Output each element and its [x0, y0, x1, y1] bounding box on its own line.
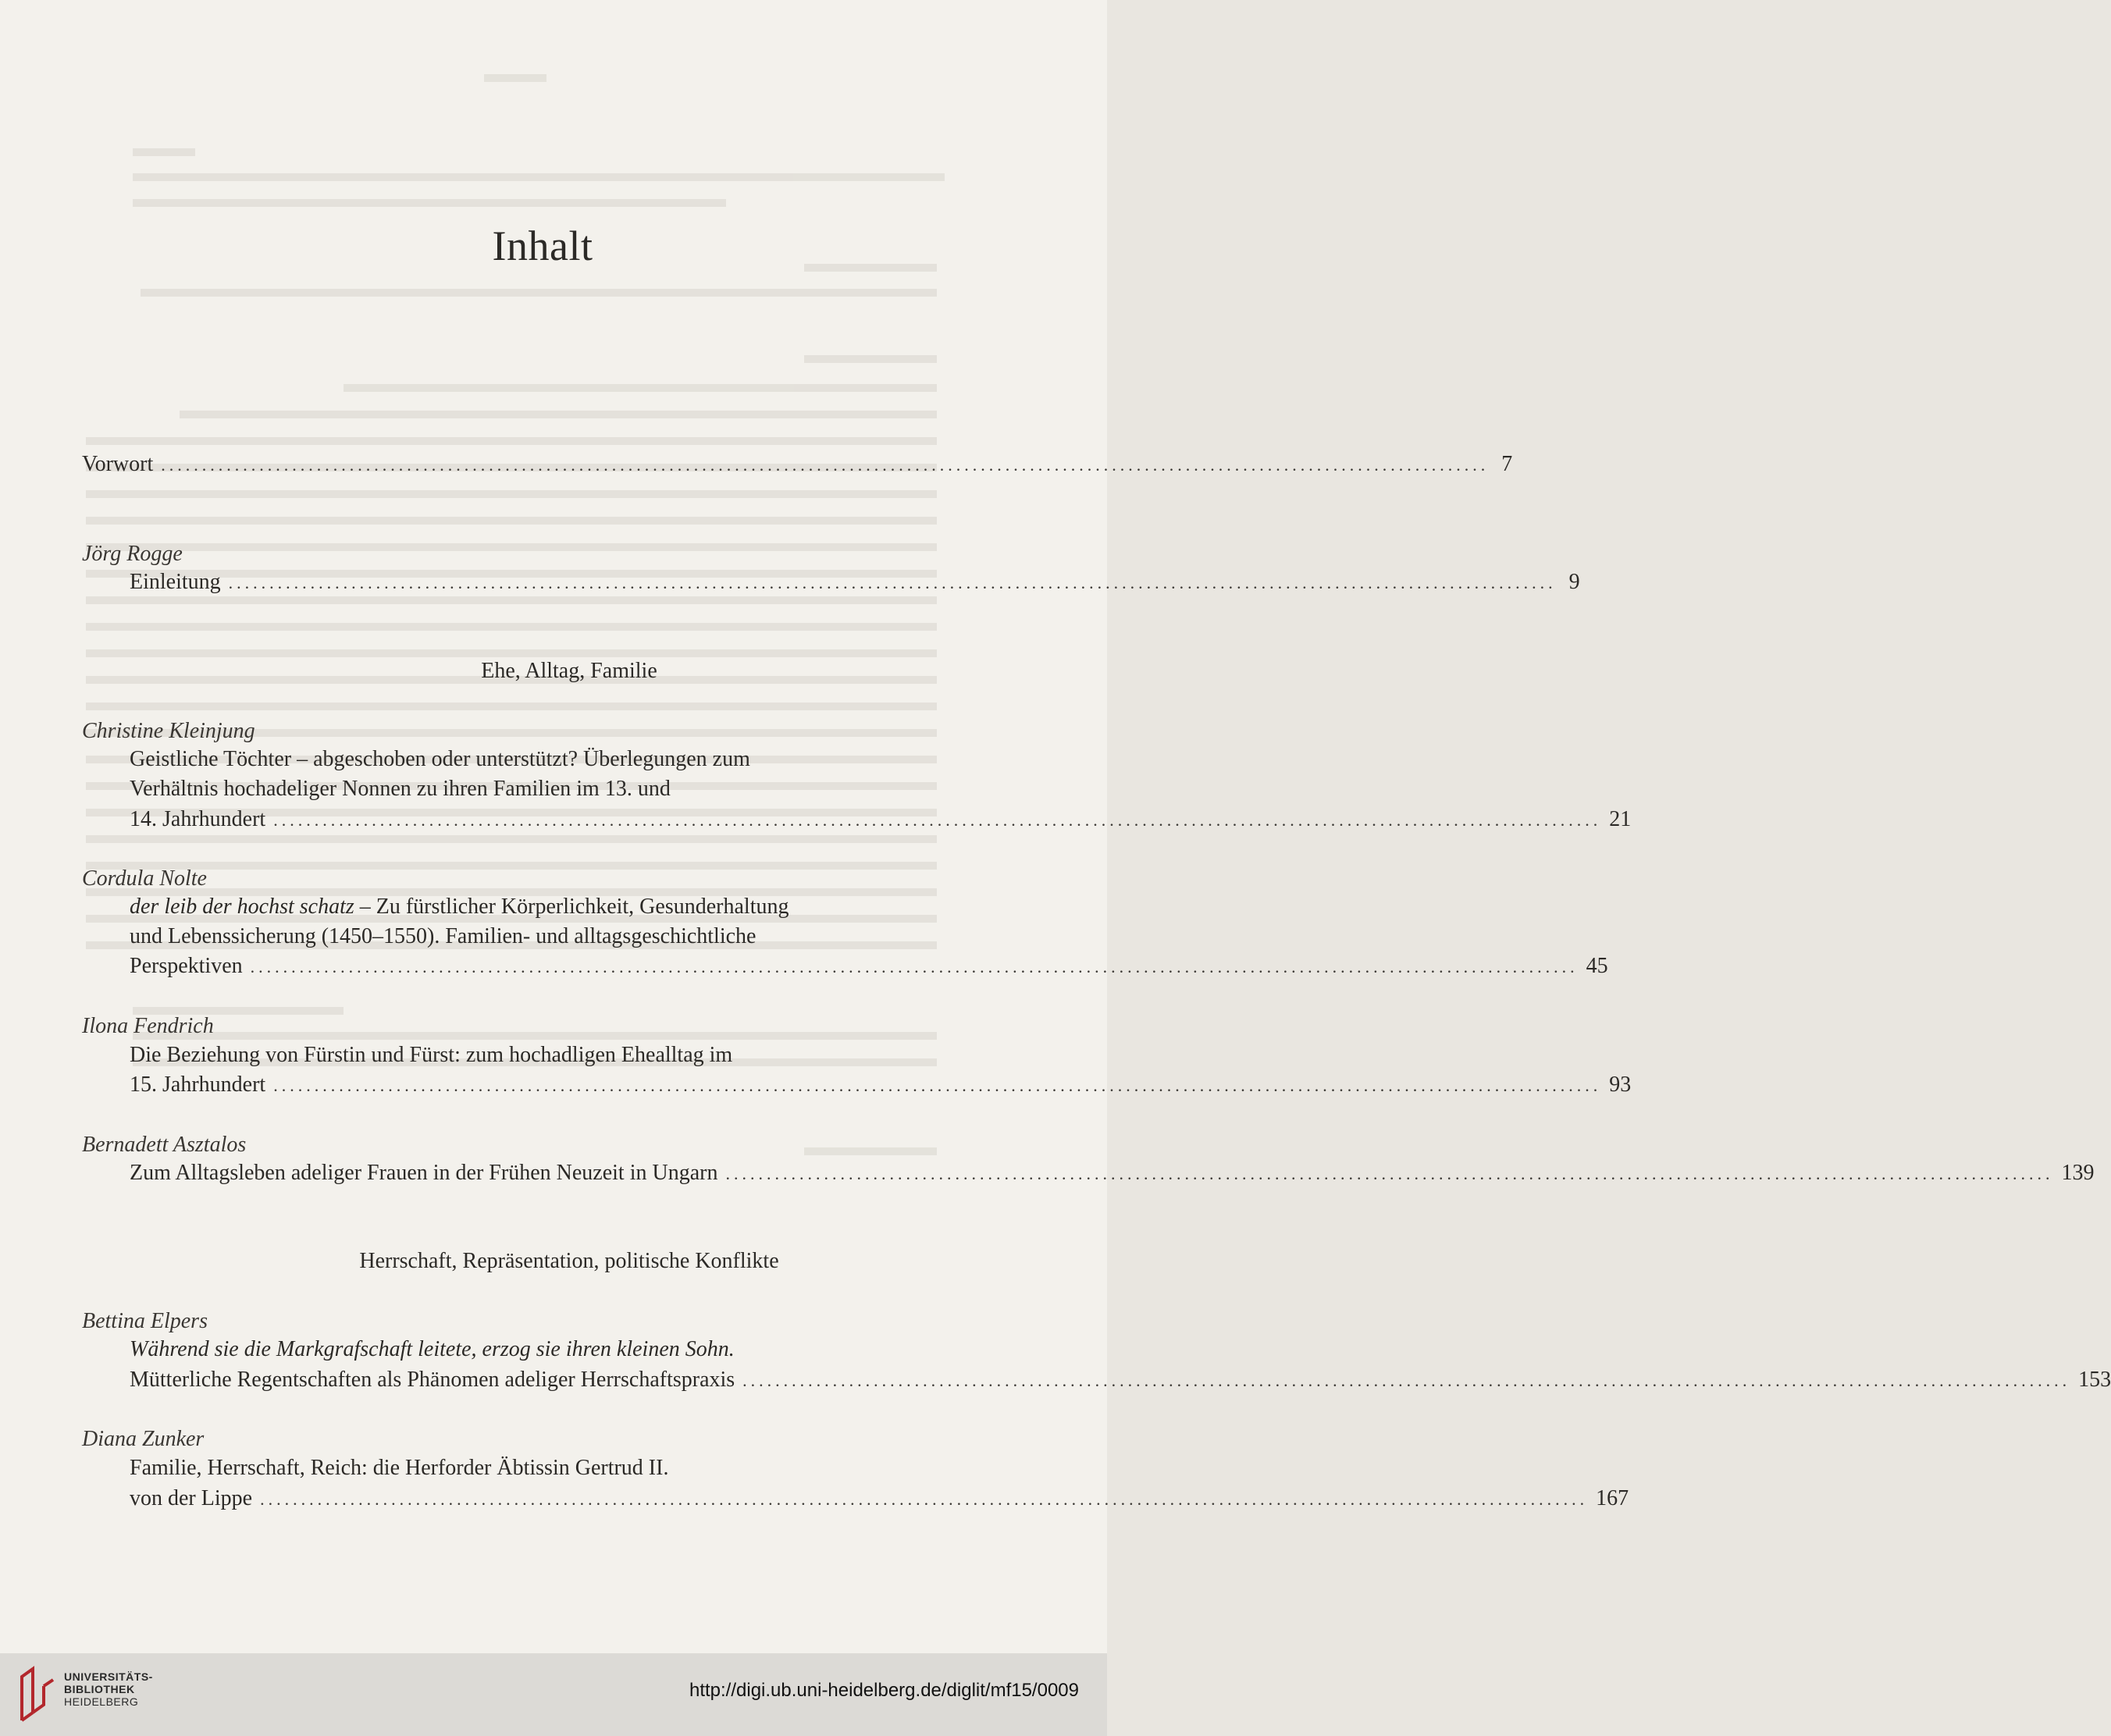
toc-entry-nolte[interactable]	[130, 951, 1608, 982]
toc-page-number: 7	[1501, 452, 1513, 476]
logo-line: BIBLIOTHEK	[64, 1683, 135, 1695]
toc-entry-title: Mütterliche Regentschaften als Phänomen adeliger Herrschaftspraxis	[130, 1368, 735, 1392]
page-title: Inhalt	[492, 222, 593, 270]
toc-entry-subtitle: – Zu fürstlicher Körperlichkeit, Gesunderhaltung	[354, 895, 789, 919]
toc-page-number: 139	[2061, 1161, 2095, 1185]
toc-entry-title: Einleitung	[130, 570, 221, 594]
toc-entry-kleinjung[interactable]	[130, 804, 1632, 835]
toc-entry-title[interactable]: und Lebenssicherung (1450–1550). Familien- und alltagsgeschichtliche	[130, 924, 756, 948]
toc-author: Jörg Rogge	[82, 542, 183, 566]
toc-entry-quote[interactable]: Während sie die Markgrafschaft leitete, erzog sie ihren kleinen Sohn.	[130, 1337, 735, 1361]
toc-author: Bettina Elpers	[82, 1309, 208, 1333]
library-logo-text	[64, 1670, 153, 1708]
toc-page-number: 153	[2078, 1368, 2111, 1392]
library-logo-icon	[17, 1666, 58, 1724]
toc-author: Bernadett Asztalos	[82, 1133, 247, 1157]
toc-page-number: 45	[1586, 954, 1608, 978]
toc-entry-vorwort[interactable]	[82, 449, 1513, 480]
toc-entry-title[interactable]: Die Beziehung von Fürstin und Fürst: zum hochadligen Ehealltag im	[130, 1043, 733, 1067]
toc-entry-title: 14. Jahrhundert	[130, 807, 266, 831]
toc-author: Ilona Fendrich	[82, 1014, 214, 1038]
toc-page-number: 167	[1596, 1486, 1629, 1510]
toc-page-number: 21	[1609, 807, 1632, 831]
leader-dots: ..................................................................................................................................................................	[260, 1489, 1589, 1509]
toc-author: Christine Kleinjung	[82, 719, 255, 743]
toc-entry-fendrich[interactable]	[130, 1069, 1632, 1101]
toc-entry-zunker[interactable]	[130, 1483, 1629, 1514]
toc-entry-title: 15. Jahrhundert	[130, 1073, 266, 1097]
leader-dots: ..................................................................................................................................................................	[273, 810, 1602, 830]
leader-dots: ..................................................................................................................................................................	[161, 455, 1490, 475]
toc-entry-einleitung[interactable]	[130, 567, 1580, 598]
toc-entry-title: Vorwort	[82, 452, 154, 476]
toc-entry-title[interactable]: Familie, Herrschaft, Reich: die Herforder Äbtissin Gertrud II.	[130, 1456, 669, 1480]
toc-entry-title: von der Lippe	[130, 1486, 253, 1510]
digitization-footer	[0, 1653, 1107, 1736]
logo-line: UNIVERSITÄTS-	[64, 1670, 153, 1683]
toc-author: Cordula Nolte	[82, 866, 207, 891]
toc-page-number: 93	[1609, 1073, 1632, 1097]
leader-dots: ..................................................................................................................................................................	[250, 957, 1579, 976]
toc-entry-title: Perspektiven	[130, 954, 243, 978]
leader-dots: ..................................................................................................................................................................	[725, 1164, 2054, 1183]
toc-page-number: 9	[1568, 570, 1580, 594]
section-heading: Ehe, Alltag, Familie	[481, 659, 657, 683]
toc-entry-title[interactable]: Verhältnis hochadeliger Nonnen zu ihren Familien im 13. und	[130, 777, 671, 801]
toc-entry-title: Zum Alltagsleben adeliger Frauen in der Frühen Neuzeit in Ungarn	[130, 1161, 718, 1185]
toc-entry-elpers[interactable]	[130, 1364, 2111, 1396]
section-heading: Herrschaft, Repräsentation, politische Konflikte	[359, 1249, 779, 1273]
toc-entry-asztalos[interactable]	[130, 1158, 2095, 1189]
toc-entry-title[interactable]: Geistliche Töchter – abgeschoben oder unterstützt? Überlegungen zum	[130, 747, 750, 771]
toc-author: Diana Zunker	[82, 1427, 205, 1451]
leader-dots: ..................................................................................................................................................................	[228, 573, 1557, 592]
source-url-link[interactable]: http://digi.ub.uni-heidelberg.de/diglit/mf15/0009	[689, 1680, 1079, 1701]
logo-line: HEIDELBERG	[64, 1695, 139, 1708]
leader-dots: ..................................................................................................................................................................	[273, 1076, 1602, 1095]
toc-entry-title-line[interactable]	[130, 891, 789, 923]
toc-entry-quote: der leib der hochst schatz	[130, 895, 354, 919]
leader-dots: ..................................................................................................................................................................	[742, 1371, 2071, 1390]
